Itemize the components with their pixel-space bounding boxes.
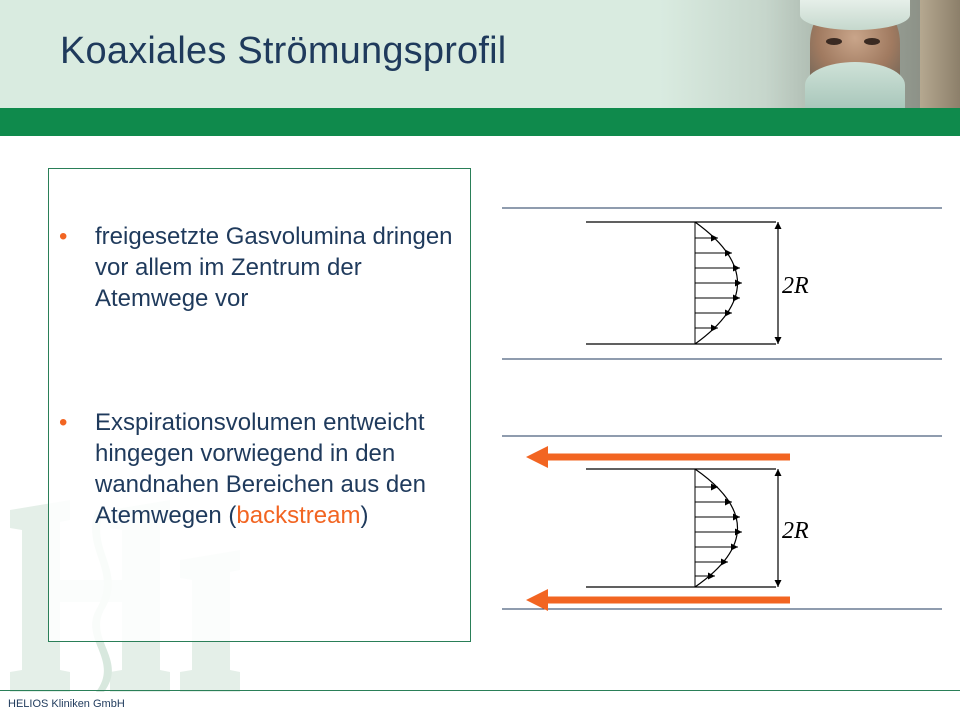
- bullet-text-box: [48, 168, 471, 642]
- diameter-label-top: 2R: [782, 273, 809, 299]
- profile-bottom: [502, 436, 942, 611]
- backstream-highlight: backstream: [236, 502, 361, 529]
- photo-eye-left: [826, 38, 842, 45]
- backstream-arrow-top-head: [526, 446, 548, 468]
- photo-eye-right: [864, 38, 880, 45]
- surgeon-photo-icon: [660, 0, 960, 108]
- footer-company: HELIOS Kliniken GmbH: [8, 698, 125, 710]
- photo-mask: [805, 62, 905, 108]
- bullet-marker: •: [59, 409, 68, 436]
- bullet-text: [95, 407, 465, 531]
- flow-profile-diagram: [490, 195, 950, 625]
- bullet-marker: •: [59, 223, 68, 250]
- profile-top: [502, 208, 942, 359]
- backstream-arrow-bottom-head: [526, 589, 548, 611]
- bullet-text-part: Exspirationsvolumen entweicht hingegen vorwiegend in den wandnahen Bereichen aus den Atemwegen (: [95, 409, 426, 529]
- slide-title: Koaxiales Strömungsprofil: [60, 30, 507, 72]
- photo-pole: [920, 0, 960, 108]
- bullet-text-part: ): [360, 502, 369, 529]
- slide-header: [0, 0, 960, 108]
- footer-divider: [0, 690, 960, 691]
- bullet-text: freigesetzte Gasvolumina dringen vor allem im Zentrum der Atemwege vor: [95, 223, 453, 312]
- diameter-label-bottom: 2R: [782, 518, 809, 544]
- photo-cap: [800, 0, 910, 30]
- header-green-bar: [0, 108, 960, 136]
